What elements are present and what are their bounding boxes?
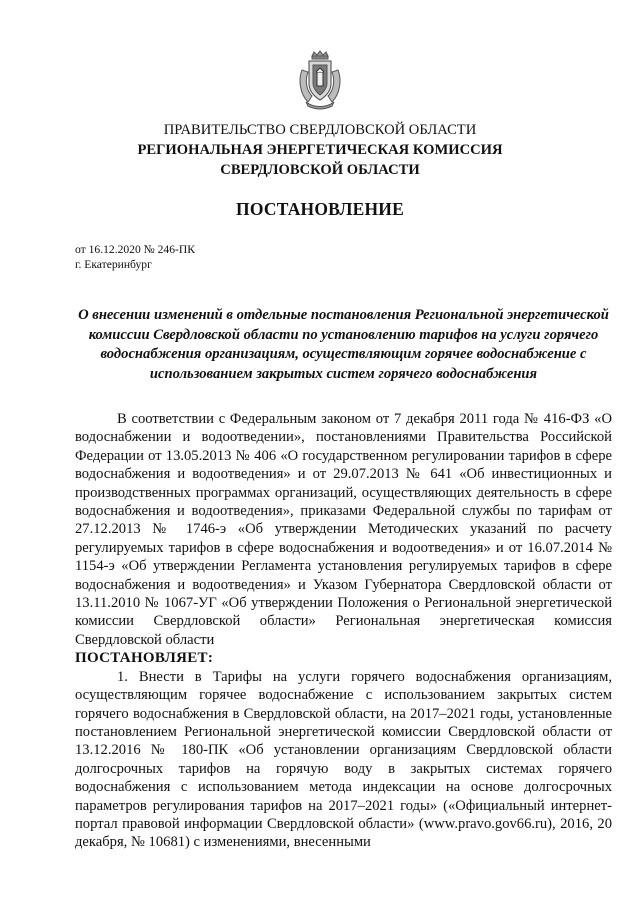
resolves-heading: ПОСТАНОВЛЯЕТ: xyxy=(75,650,214,667)
document-subject: О внесении изменений в отдельные постановления Региональной энергетической комиссии Свердловской области по установлению тарифов на услуги горячего водоснабжения организациям, осуществляющим горячее водоснабжение с использованием закрытых систем горячего водоснабжения xyxy=(78,307,609,382)
coat-of-arms-emblem xyxy=(296,50,344,110)
header-region: СВЕРДЛОВСКОЙ ОБЛАСТИ xyxy=(220,162,420,178)
document-date-number: от 16.12.2020 № 246-ПК xyxy=(75,243,195,256)
header-commission: РЕГИОНАЛЬНАЯ ЭНЕРГЕТИЧЕСКАЯ КОМИССИЯ xyxy=(137,142,503,158)
item-1-paragraph: 1. Внести в Тарифы на услуги горячего водоснабжения организациям, осуществляющим горячее водоснабжение с использованием закрытых систем горячего водоснабжения в Свердловской области, на 2017–2021 годы, установленные постановлением Региональной энергетической комиссии Свердловской области от 13.12.2016 № 180-ПК «Об установлении организациям Свердловской области долгосрочных тарифов на горячую воду в закрытых системах горячего водоснабжения с использованием метода индексации на основе долгосрочных параметров регулирования тарифов на 2017–2021 годы» («Официальный интернет-портал правовой информации Свердловской области» (www.pravo.gov66.ru), 2016, 20 декабря, № 10681) с изменениями, внесенными xyxy=(75,668,612,851)
document-body xyxy=(75,410,612,852)
header-government: ПРАВИТЕЛЬСТВО СВЕРДЛОВСКОЙ ОБЛАСТИ xyxy=(163,122,477,138)
preamble-paragraph: В соответствии с Федеральным законом от 7 декабря 2011 года № 416-ФЗ «О водоснабжении и водоотведении», постановлениями Правительства Российской Федерации от 13.05.2013 № 406 «О государственном регулировании тарифов в сфере водоснабжения и водоотведения» и от 29.07.2013 № 641 «Об инвестиционных и производственных программах организаций, осуществляющих деятельность в сфере водоснабжения и водоотведения», приказами Федеральной службы по тарифам от 27.12.2013 № 1746-э «Об утверждении Методических указаний по расчету регулируемых тарифов в сфере водоснабжения и водоотведения» и от 16.07.2014 № 1154-э «Об утверждении Регламента установления регулируемых тарифов в сфере водоснабжения и водоотведения» и Указом Губернатора Свердловской области от 13.11.2010 № 1067-УГ «Об утверждении Положения о Региональной энергетической комиссии Свердловской области» Региональная энергетическая комиссия Свердловской области xyxy=(75,411,612,648)
document-city: г. Екатеринбург xyxy=(75,258,152,271)
document-title: ПОСТАНОВЛЕНИЕ xyxy=(236,199,404,219)
